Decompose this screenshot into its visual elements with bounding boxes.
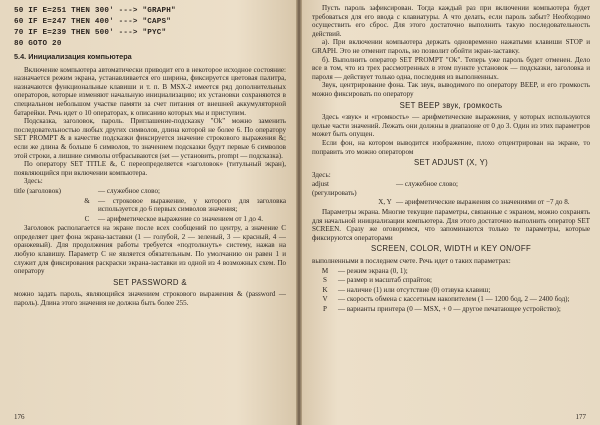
paragraph: Если фон, на котором выводится изображение, плохо отцентрирован на экране, то поправить это можно оператором [312,138,590,156]
paragraph: Пусть пароль зафиксирован. Тогда каждый раз при включении компьютера будет требоваться для его ввода с клавиатуры. А что делать, если пароль забыт? Необходимо осуществить его сброс. Для этого достаточно выполнить такую последовательность действий. [312,4,590,38]
paragraph: выполненными в последнем счете. Речь идет о таких параметрах: [312,257,511,266]
definition-term: title (заголовок) [14,186,62,195]
definition-desc: — арифметические выражения со значениями от −7 до 8. [396,198,570,207]
paragraph: можно задать пароль, являющийся значением строкового выражения & (password — пароль). Длина этого значения не должна быть более 255. [14,290,286,308]
right-page [302,0,600,425]
paragraph: Здесь «звук» и «громкость» — арифметические выражения, у которых используются целые части значений. Лежать они должны в диапазоне от 0 до 3. Один из этих параметров может быть опущен. [312,113,590,139]
code-line: 80 GOTO 20 [14,40,62,48]
paragraph: Заголовок располагается на экране после всех сообщений по центру, а значение C определяет цвет фона экрана-заставки (1 — голубой, 2 — зеленый, 3 — красный, 4 — оранжевый). Для продолжения работы требуется «подтолкнуть» систему, нажав на любую клавишу. Параметр C не является обязательным. По умолчанию он равен 1 и служит для фиксирования раскраски экрана-заставки из одной из 4 возможных схем. По оператору [14,224,286,276]
definition-desc: — строковое выражение, у которого для заголовка используется до 6 первых символов значения; [98,196,286,214]
parameter-desc: — размер и масштаб спрайтов; [338,276,433,285]
parameter-row [312,286,590,295]
paragraph: По оператору SET TITLE &, C переопределяется «заголовок» (титульный экран), появляющийся при включении компьютера. [14,160,286,177]
definition-desc: — арифметическое выражение со значением от 1 до 4. [98,214,264,223]
paragraph: Подсказка, заголовок, пароль. Приглашение-подсказку "Ok" можно заменить последовательностью любых других символов, длина которой не более 6. По оператору SET PROMPT & в качестве подсказки фиксируется значение строкового выражения &; если же длина & больше 6 символов, то значением подсказки будут первые 6 символов этой строки, а лишние символы отбрасываются (set — установить, prompt — подсказка). [14,117,286,160]
parameter-key: P [323,305,327,313]
definition-desc: — служебное слово; [98,186,160,195]
definition-symbol [76,187,98,196]
parameter-key: K [322,285,328,294]
code-line: 70 IF E=239 THEN 500' ---> "PYC" [14,29,167,37]
definition-term [312,198,374,207]
parameter-key: V [322,295,328,304]
parameter-desc: — варианты принтера (0 — MSX, + 0 — другое печатающее устройство); [338,305,561,313]
parameter-desc: — скорость обмена с кассетным накопителем (1 — 1200 бод, 2 — 2400 бод); [338,295,570,304]
paragraph: Включение компьютера автоматически приводит его в некоторое исходное состояние: назначается режим экрана, устанавливается его ширина, фиксируется цветовая палитра, назначаются функциональные клавиши и т. п. В MSX-2 имеется ряд дополнительных операторов, которые изменяют начальную инициализацию; их установки сохраняются в специальном небольшом участке памяти за счет питания от внешней аккумуляторной батарейки. Речь идет о 10 операторах, к описанию которых мы и приступим. [14,65,286,117]
parameter-desc: — наличие (1) или отсутствие (0) отзвука клавиш; [338,285,491,294]
page-number: 177 [575,413,586,421]
statement: SET ADJUST (X, Y) [414,158,488,168]
definition-term: adjust (регулировать) [312,180,357,197]
paragraph: б). Выполнить оператор SET PROMPT "Ok". Теперь уже пароль будет отменен. Дело все в том, что из трех рассмотренных в этом пункте установок — подсказки, заголовка и пароля — действует только одна, последняя из выполненных. [312,55,590,81]
definition-symbol: C [84,214,90,223]
page-number: 176 [14,413,25,421]
paragraph: Здесь: [312,170,331,179]
section-heading: 5.4. Инициализация компьютера [14,52,132,61]
parameter-key: S [323,276,327,285]
definition-symbol: & [84,196,90,205]
definition-term [14,197,76,214]
definition-row [312,180,590,197]
parameter-row [312,295,590,304]
definition-row [14,197,286,214]
paragraph: а). При включении компьютера держать одновременно нажатыми клавиши STOP и GRAPH. Это не отменит пароль, но позволит обойти экран-заставку. [312,38,590,55]
code-line: 50 IF E=251 THEN 300' ---> "GRAPH" [14,7,176,15]
definition-row [14,215,286,224]
code-listing [14,6,286,50]
paragraph: Параметры экрана. Многие текущие параметры, связанные с экраном, можно сохранять для начальной инициализации компьютера. Для этого достаточно выполнить оператор SET SCREEN. Сразу же оговоримся, что запоминаются только те параметры, которые фиксируются операторами [312,208,590,242]
statement: SET BEEP звук, громкость [399,100,503,110]
parameter-row [312,305,590,314]
parameter-key: M [321,266,329,275]
definition-symbol [374,180,396,197]
left-page [0,0,296,425]
definition-desc: — служебное слово; [396,180,458,189]
statement: SCREEN, COLOR, WIDTH и KEY ON/OFF [370,244,532,254]
paragraph: Звук, центрирование фона. Так звук, выводимого по оператору BEEP, и его громкость можно фиксировать по оператору [312,81,590,98]
statement: SET PASSWORD & [113,277,187,287]
definition-row [312,198,590,207]
parameter-list [312,267,590,314]
paragraph: Здесь: [24,177,43,186]
definition-symbol: X, Y [378,198,392,207]
definition-term [14,215,76,224]
parameter-desc: — режим экрана (0, 1); [338,266,408,275]
code-line: 60 IF E=247 THEN 400' ---> "CAPS" [14,18,171,26]
parameter-row [312,267,590,276]
definition-row [14,187,286,196]
parameter-row [312,276,590,285]
